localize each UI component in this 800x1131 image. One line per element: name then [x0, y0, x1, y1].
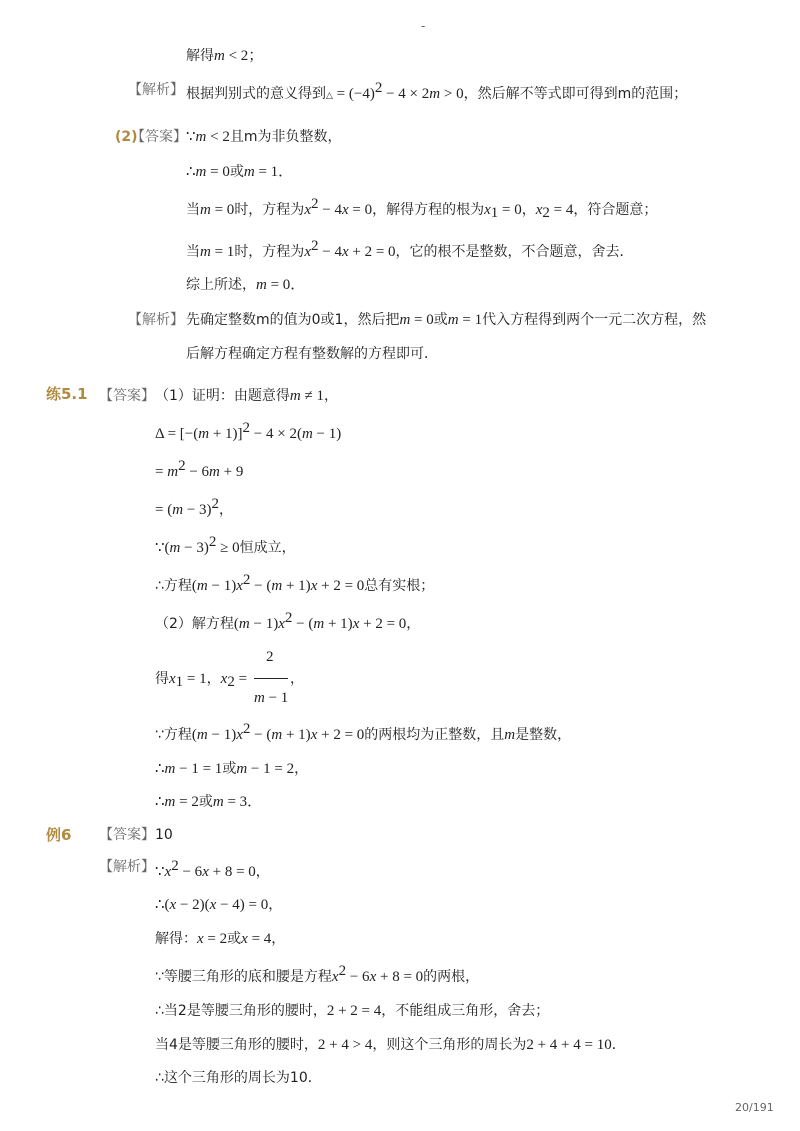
line-expand [155, 458, 244, 482]
math: − 4 [318, 202, 342, 218]
math: = [155, 464, 168, 480]
text: ， [324, 388, 338, 404]
math-var: m [167, 464, 179, 480]
math-var: m [164, 761, 176, 777]
superscript: 2 [242, 420, 251, 436]
line-factor [155, 895, 282, 915]
text: 当4是等腰三角形的腰时， [155, 1037, 318, 1053]
text: ， [271, 931, 286, 947]
text: 解得 [186, 48, 214, 64]
math-var: m [172, 502, 184, 518]
math-var: m [429, 86, 441, 102]
page-header-dash: - [421, 19, 426, 33]
text: 是整数， [515, 727, 572, 743]
math: + 8 = 0 [376, 969, 424, 985]
math-var: x [164, 864, 172, 880]
math: ∴( [155, 897, 170, 913]
math-var: x [241, 931, 248, 947]
because-symbol: ∵ [186, 129, 196, 145]
math: − ( [250, 578, 272, 594]
page-number: 20/191 [735, 1101, 774, 1114]
math: ∵( [155, 540, 170, 556]
math: ( [191, 727, 197, 743]
math: = 1 [183, 671, 207, 687]
math: = 1． [254, 164, 294, 180]
math-var: m [195, 164, 207, 180]
text: ， [219, 502, 234, 518]
math: + 2 = 0 [317, 578, 365, 594]
math: = 4 [549, 202, 574, 218]
line-leg-2 [155, 1001, 549, 1021]
math: = 0 [410, 312, 434, 328]
math: − 4 × 2 [382, 86, 430, 102]
superscript: 2 [242, 721, 251, 737]
math: − 2)( [176, 897, 210, 913]
text: 时，方程为 [234, 202, 305, 218]
text: 时，方程为 [234, 244, 305, 260]
line-conclusion-m0 [186, 275, 305, 295]
text: （1）证明：由题意得 [155, 388, 290, 404]
math: Δ = [−( [155, 426, 199, 442]
line-case-m1 [186, 238, 634, 262]
math-var: m [214, 48, 225, 64]
line-leg-4 [155, 1035, 626, 1055]
superscript: 2 [338, 963, 347, 979]
math-var: m [238, 616, 250, 632]
math: = 1 [210, 244, 235, 260]
math-var: m [236, 761, 248, 777]
text: 且m为非负整数， [229, 129, 342, 145]
math: = 2 [175, 794, 199, 810]
line-answer-10 [99, 825, 173, 845]
line-analysis-2b: 后解方程确定方程有整数解的方程即可． [186, 346, 438, 362]
math-var: x [278, 616, 285, 632]
math-var: x [484, 202, 491, 218]
fraction-denominator [254, 688, 288, 708]
text: 代入方程得到两个一元二次方程，然 [482, 312, 707, 328]
math-var: m [254, 690, 265, 706]
math: − 1 [264, 690, 289, 706]
math-var: x [535, 202, 543, 218]
line-m-minus-1 [155, 759, 308, 779]
question-number-2: (2) [115, 129, 138, 145]
label-jiexi-2: 【解析】 [128, 312, 184, 328]
math-var: x [304, 202, 311, 218]
math-var: m [504, 727, 516, 743]
math: = 0 [348, 202, 373, 218]
superscript: 2 [310, 238, 319, 254]
math: 2 + 2 = 4 [326, 1003, 382, 1019]
math: + 2 = 0 [317, 727, 365, 743]
text: ，符合题意； [573, 202, 658, 218]
math-var: x [220, 671, 228, 687]
math: ≥ 0 [216, 540, 240, 556]
exercise-label-5-1: 练5.1 [46, 385, 88, 403]
math-var: x [341, 244, 349, 260]
text: ，解得方程的根为 [372, 202, 485, 218]
math: = 2 [203, 931, 228, 947]
text: ， [268, 897, 283, 913]
fraction-numerator: 2 [266, 649, 274, 665]
label-daan-5-1: 【答案】 [99, 388, 155, 404]
math-var: x [310, 727, 318, 743]
math: − 3) [180, 540, 209, 556]
math-var: x [369, 969, 377, 985]
line-quadratic [155, 858, 270, 882]
math-var: x [169, 897, 177, 913]
text: ， [206, 671, 221, 687]
math-var: x [310, 578, 318, 594]
text: ∵等腰三角形的底和腰是方程 [155, 969, 332, 985]
text: （2）解方程 [155, 616, 234, 632]
math: < 2 [206, 129, 230, 145]
math-var: m [195, 129, 207, 145]
label-daan-6: 【答案】 [99, 827, 155, 843]
text: 先确定整数m的值为0或1，然后把 [186, 312, 400, 328]
math: − 1) [249, 616, 279, 632]
line-solutions [155, 929, 285, 949]
math: = 0 [210, 202, 235, 218]
line-m-nonneg-int [186, 127, 342, 147]
math-var: m [200, 244, 211, 260]
math: + 2 = 0 [348, 244, 396, 260]
math: = 0 [206, 164, 230, 180]
math-var: m [169, 540, 181, 556]
line-positive-int-roots [155, 721, 572, 745]
math-var: x [341, 202, 349, 218]
label-jiexi-1: 【解析】 [128, 82, 184, 98]
math: = 1 [458, 312, 483, 328]
math: = 3． [223, 794, 263, 810]
answer-value: 10 [155, 827, 173, 843]
math-var: m [256, 277, 267, 293]
math: − 4 × 2( [250, 426, 302, 442]
line-nonneg [155, 534, 296, 558]
text: ，则这个三角形的周长为 [372, 1037, 527, 1053]
subscript: 1 [175, 674, 184, 690]
math: + 8 = 0 [208, 864, 256, 880]
superscript: 2 [310, 196, 319, 212]
line-real-roots [155, 572, 435, 596]
math: − ( [250, 727, 272, 743]
math: − 1 = 1 [175, 761, 223, 777]
text: ∴当2是等腰三角形的腰时， [155, 1003, 327, 1019]
superscript: 2 [284, 610, 293, 626]
line-m-0-or-1 [186, 162, 293, 182]
math: = 4 [247, 931, 272, 947]
math-var: m [271, 727, 283, 743]
math: − 1 = 2 [247, 761, 295, 777]
math: ≠ 1 [300, 388, 324, 404]
math-var: m [447, 312, 459, 328]
text: ， [294, 761, 309, 777]
text: 或 [227, 931, 242, 947]
math: + 1) [282, 727, 311, 743]
math-var: m [196, 727, 208, 743]
line-solve-m-lt-2 [186, 46, 263, 66]
delta-symbol: △ [326, 91, 333, 101]
math: = ( [155, 502, 173, 518]
math: 2 + 4 > 4 [317, 1037, 373, 1053]
math-var: m [196, 578, 208, 594]
superscript: 2 [208, 534, 217, 550]
math: − 4) = 0 [216, 897, 269, 913]
math: − 6 [185, 464, 210, 480]
fraction-bar [254, 678, 288, 679]
text: 或 [433, 312, 448, 328]
math: − 1) [207, 578, 237, 594]
superscript: 2 [242, 572, 251, 588]
subscript: 2 [542, 205, 550, 221]
math-var: x [236, 727, 243, 743]
math: = [234, 671, 248, 687]
math-var: x [169, 671, 176, 687]
text: ． [611, 1037, 626, 1053]
math: + 9 [219, 464, 244, 480]
line-delta-expr [155, 420, 342, 444]
math: − 6 [346, 969, 370, 985]
math: − 1) [207, 727, 237, 743]
math: − 4 [318, 244, 342, 260]
math-var: x [202, 864, 209, 880]
text: 得 [155, 671, 169, 687]
math: ( [233, 616, 239, 632]
text: 的两根， [423, 969, 480, 985]
line-m-2-or-3 [155, 792, 262, 812]
math-var: x [331, 969, 339, 985]
therefore-symbol: ∴ [155, 794, 165, 810]
math: + 1) [282, 578, 311, 594]
math-var: x [209, 897, 217, 913]
text: 的两根均为正整数，且 [364, 727, 505, 743]
math: − 3) [183, 502, 212, 518]
text: ∴方程 [155, 578, 192, 594]
superscript: 2 [171, 858, 179, 874]
line-discriminant [186, 80, 688, 106]
label-daan-q2: 【答案】 [131, 129, 187, 145]
text: 或 [198, 794, 213, 810]
text: ， [255, 864, 270, 880]
line-square [155, 496, 234, 520]
math-var: m [164, 794, 176, 810]
superscript: 2 [374, 80, 383, 96]
text: 当 [186, 244, 200, 260]
math-var: m [271, 578, 283, 594]
math-var: m [200, 202, 211, 218]
math: = (−4) [332, 86, 375, 102]
math: 2 + 4 + 4 = 10 [526, 1037, 612, 1053]
math: + 1)] [209, 426, 243, 442]
text: ，然后解不等式即可得到m的范围； [463, 86, 688, 102]
math: = 0 [498, 202, 522, 218]
math-var: x [304, 244, 311, 260]
line-proof-m-ne-1 [155, 386, 338, 406]
math-var: m [198, 426, 210, 442]
math: + 2 = 0 [359, 616, 407, 632]
math: + 1) [324, 616, 353, 632]
math-var: m [399, 312, 411, 328]
math: > 0 [440, 86, 464, 102]
math-var: x [236, 578, 243, 594]
superscript: 2 [211, 496, 220, 512]
subscript: 1 [490, 205, 499, 221]
line-case-m0 [186, 196, 658, 221]
superscript: 2 [178, 458, 186, 474]
text: ， [521, 202, 536, 218]
text: 或 [229, 164, 244, 180]
text: 恒成立， [239, 540, 296, 556]
line-perimeter: ∴这个三角形的周长为10． [155, 1070, 322, 1086]
text: 总有实根； [364, 578, 435, 594]
math-var: m [212, 794, 224, 810]
therefore-symbol: ∴ [155, 761, 165, 777]
text: 解得： [155, 931, 197, 947]
subscript: 2 [227, 674, 235, 690]
line-roots-x1-x2 [155, 669, 247, 689]
text: ∵方程 [155, 727, 192, 743]
math-var: x [352, 616, 360, 632]
text: 根据判别式的意义得到 [186, 86, 326, 102]
math: − 6 [178, 864, 203, 880]
math: < 2； [224, 48, 264, 64]
text: 或 [222, 761, 237, 777]
line-solve-eq [155, 610, 421, 634]
label-jiexi-6: 【解析】 [99, 859, 155, 875]
text: 当 [186, 202, 200, 218]
text: ，它的根不是整数，不合题意，舍去． [395, 244, 634, 260]
math-var: m [243, 164, 255, 180]
math-var: m [301, 426, 313, 442]
math-var: x [197, 931, 204, 947]
because-symbol: ∵ [155, 864, 165, 880]
line-isosceles-roots [155, 963, 480, 987]
math-var: m [313, 616, 325, 632]
therefore-symbol: ∴ [186, 164, 196, 180]
math: − ( [292, 616, 314, 632]
example-label-6: 例6 [46, 826, 72, 844]
text: ， [406, 616, 421, 632]
math-var: m [289, 388, 301, 404]
fraction-comma: ， [290, 671, 304, 687]
text: ，不能组成三角形，舍去； [381, 1003, 550, 1019]
math-var: m [209, 464, 220, 480]
math: ( [191, 578, 197, 594]
line-analysis-2a [186, 310, 706, 330]
math: = 0． [266, 277, 306, 293]
text: 综上所述， [186, 277, 256, 293]
math: − 1) [312, 426, 342, 442]
